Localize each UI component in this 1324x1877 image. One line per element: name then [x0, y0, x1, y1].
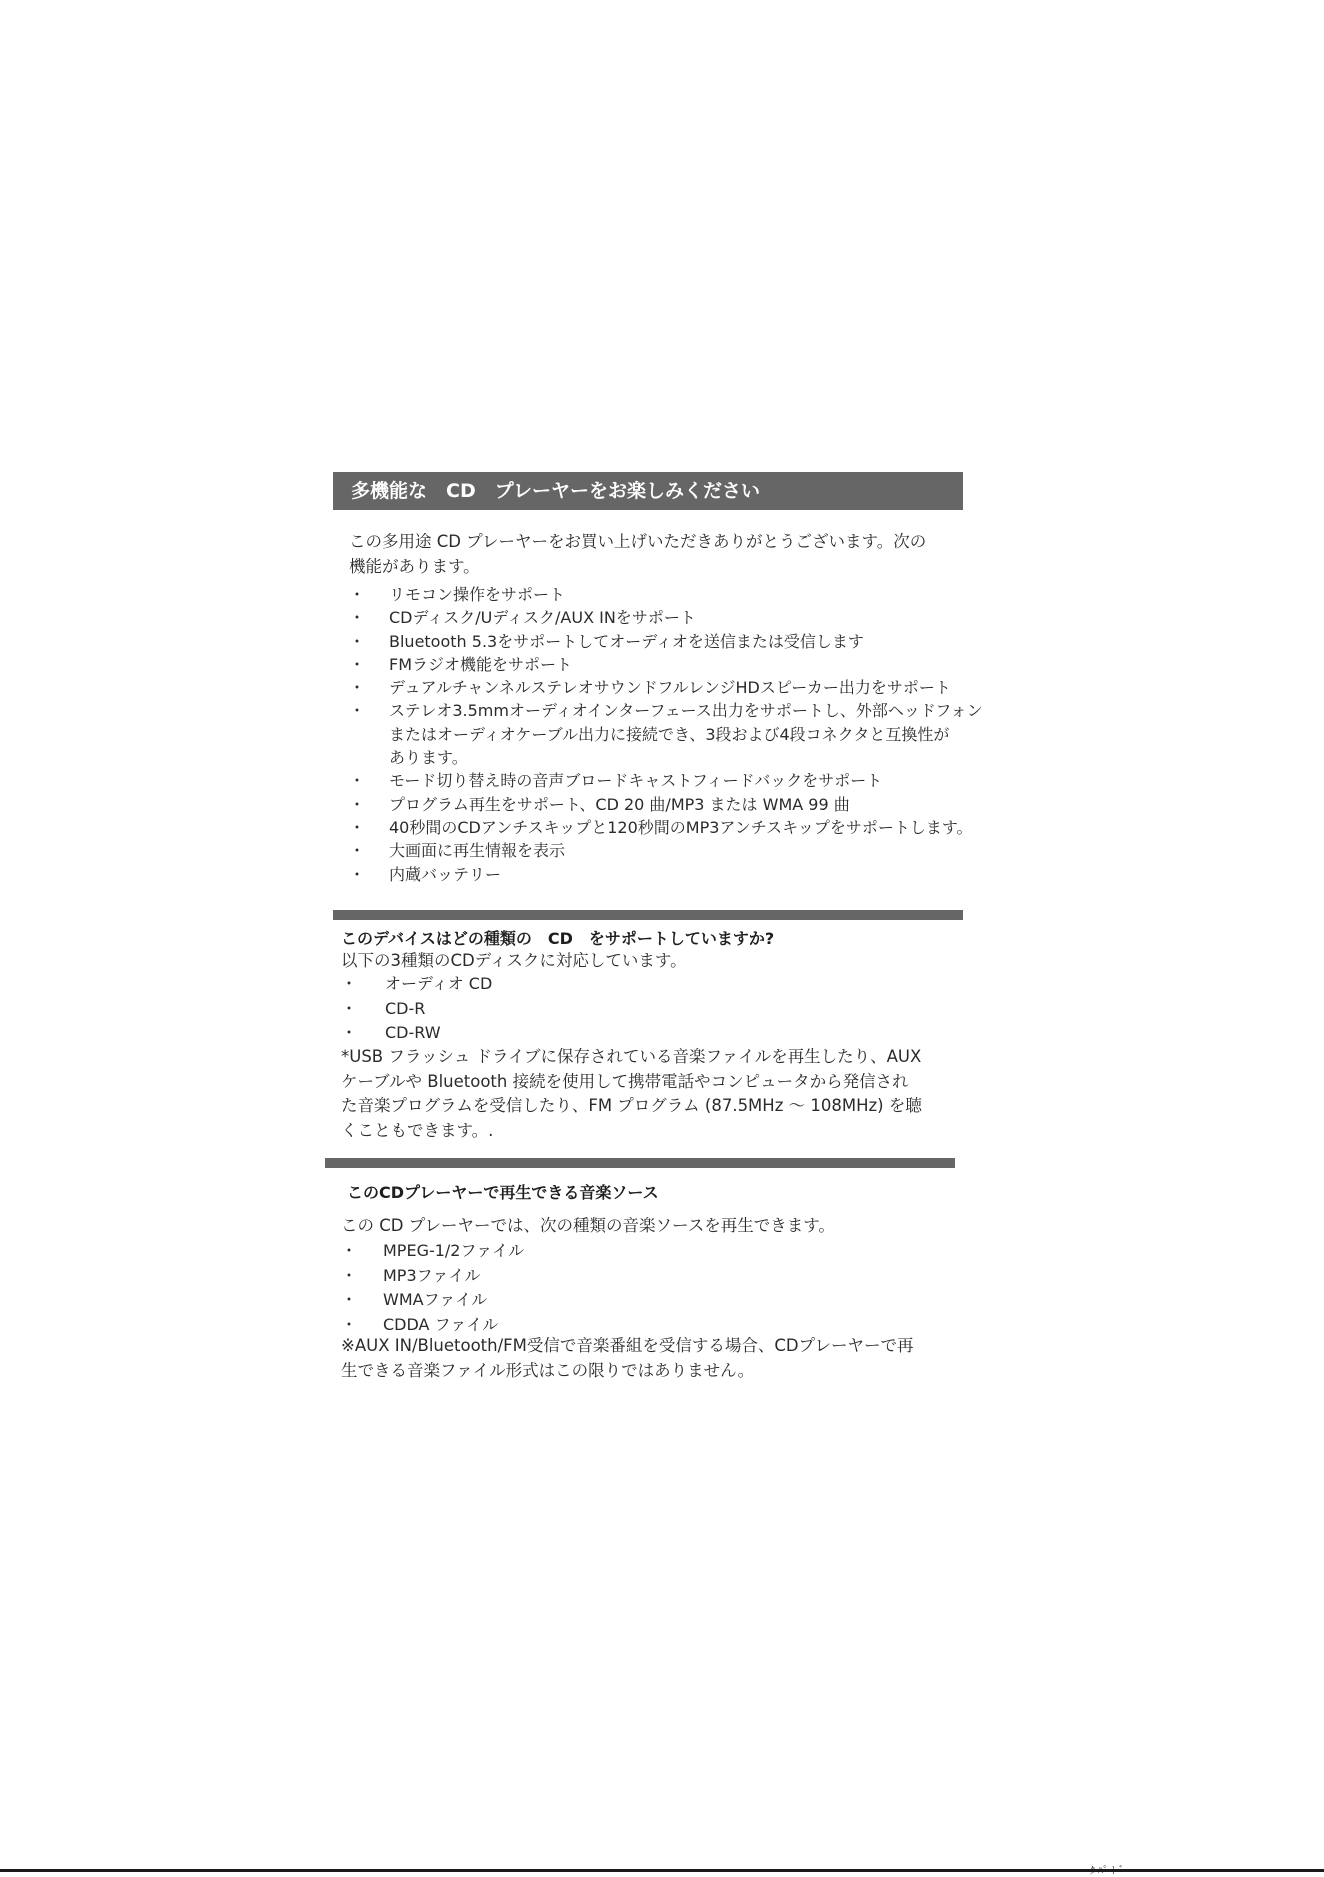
bullet: ・ [341, 1314, 358, 1334]
list-item [349, 863, 983, 886]
bullet: ・ [341, 1290, 358, 1309]
list-item [341, 997, 492, 1022]
feature-text: リモコン操作をサポート [389, 585, 566, 604]
intro-line: この多用途 CD プレーヤーをお買い上げいただきありがとうございます。次の [349, 532, 927, 551]
list-item [349, 769, 983, 792]
bullet: ・ [349, 864, 366, 884]
feature-text: 40秒間のCDアンチスキップと120秒間のMP3アンチスキップをサポートします。 [389, 817, 973, 837]
list-item [349, 793, 983, 816]
section-title-bar [333, 472, 963, 510]
intro-line: 機能があります。 [349, 557, 480, 576]
bullet: ・ [349, 631, 366, 651]
feature-text: あります。 [389, 748, 468, 768]
bullet: ・ [349, 771, 366, 791]
cd-type-list [341, 972, 492, 1046]
cd-type: オーディオ CD [385, 974, 493, 993]
note-line: 生できる音楽ファイル形式はこの限りではありません。 [341, 1361, 755, 1380]
section-heading: このCDプレーヤーで再生できる音楽ソース [347, 1183, 659, 1202]
section-heading: このデバイスはどの種類の CD をサポートしていますか? [341, 929, 775, 948]
feature-text: ステレオ3.5mmオーディオインターフェース出力をサポートし、外部ヘッドフォン [389, 701, 983, 721]
bullet: ・ [341, 1023, 358, 1042]
bullet: ・ [349, 585, 366, 604]
feature-text: デュアルチャンネルステレオサウンドフルレンジHDスピーカー出力をサポート [389, 678, 951, 698]
bullet: ・ [341, 974, 358, 993]
note-line: た音楽プログラムを受信したり、FM プログラム (87.5MHz ～ 108MHz) を聴 [341, 1096, 922, 1115]
bullet: ・ [341, 998, 358, 1018]
list-item [349, 839, 983, 862]
feature-text: FMラジオ機能をサポート [389, 654, 573, 674]
list-item [341, 972, 492, 997]
bullet: ・ [349, 701, 366, 721]
source-note [341, 1333, 913, 1383]
list-item [349, 676, 983, 699]
list-item [349, 606, 983, 629]
feature-text: モード切り替え時の音声ブロードキャストフィードバックをサポート [389, 771, 883, 791]
feature-text: 大画面に再生情報を表示 [389, 841, 566, 861]
source-type: CDDA ファイル [383, 1314, 499, 1334]
usb-note [341, 1045, 922, 1143]
source-list [341, 1239, 524, 1337]
feature-list [349, 583, 983, 886]
list-item [349, 653, 983, 676]
list-item [349, 630, 983, 653]
list-item [341, 1288, 524, 1313]
bullet: ・ [349, 678, 366, 698]
bullet: ・ [341, 1241, 358, 1260]
bullet: ・ [349, 608, 366, 628]
section-divider [325, 1158, 955, 1168]
feature-text: Bluetooth 5.3をサポートしてオーディオを送信または受信します [389, 631, 864, 651]
source-type: MPEG-1/2ファイル [383, 1241, 525, 1260]
feature-text: CDディスク/Uディスク/AUX INをサポート [389, 608, 696, 628]
list-item-continuation [349, 746, 983, 769]
section-title: 多機能な CD プレーヤーをお楽しみください [351, 480, 760, 502]
list-item [349, 816, 983, 839]
section-intro: 以下の3種類のCDディスクに対応しています。 [341, 951, 687, 970]
intro-paragraph [349, 529, 969, 579]
feature-text: 内蔵バッテリー [389, 864, 502, 884]
source-type: WMAファイル [383, 1290, 488, 1309]
bullet: ・ [349, 794, 366, 814]
feature-text: プログラム再生をサポート、CD 20 曲/MP3 または WMA 99 曲 [389, 794, 850, 814]
cd-type: CD-R [385, 998, 426, 1018]
note-line: ※AUX IN/Bluetooth/FM受信で音楽番組を受信する場合、CDプレーヤーで再 [341, 1336, 914, 1355]
bullet: ・ [349, 841, 366, 861]
feature-text: またはオーディオケーブル出力に接続でき、3段および4段コネクタと互換性が [389, 724, 950, 744]
list-item [349, 699, 983, 722]
list-item [341, 1264, 524, 1289]
source-type: MP3ファイル [383, 1265, 481, 1285]
section-intro: この CD プレーヤーでは、次の種類の音楽ソースを再生できます。 [341, 1216, 835, 1235]
list-item [341, 1021, 492, 1046]
note-line: ケーブルや Bluetooth 接続を使用して携帯電話やコンピュータから発信され [341, 1071, 909, 1091]
bullet: ・ [341, 1265, 358, 1285]
note-line: くこともできます。. [341, 1120, 494, 1140]
section-divider [333, 910, 963, 920]
list-item-continuation [349, 723, 983, 746]
list-item [349, 583, 983, 606]
list-item [341, 1239, 524, 1264]
bullet: ・ [349, 654, 366, 674]
cd-type: CD-RW [385, 1023, 441, 1042]
note-line: *USB フラッシュ ドライブに保存されている音楽ファイルを再生したり、AUX [341, 1047, 922, 1066]
bullet: ・ [349, 817, 366, 837]
